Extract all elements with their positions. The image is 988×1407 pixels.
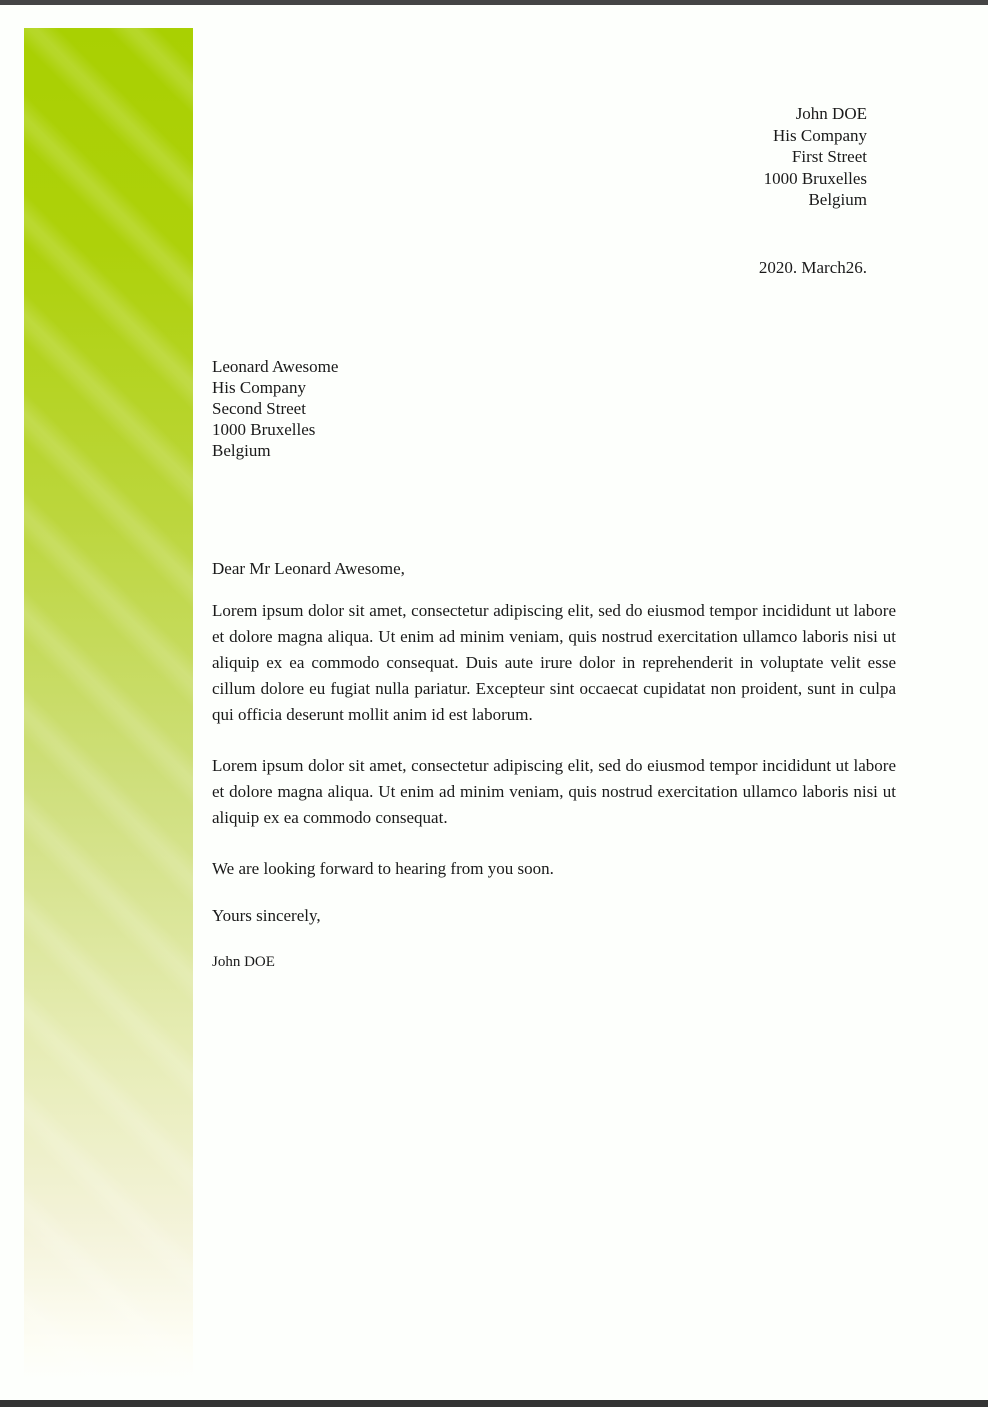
recipient-company: His Company: [212, 378, 306, 397]
recipient-address-block: [212, 356, 338, 461]
green-gradient-sidebar: [24, 28, 193, 1380]
sender-street: First Street: [791, 147, 867, 166]
recipient-name: Leonard Awesome: [212, 357, 339, 376]
signature-name: John DOE: [212, 954, 275, 970]
valediction: Yours sincerely,: [212, 906, 321, 925]
recipient-city: 1000 Bruxelles: [212, 420, 316, 439]
body-paragraph-1: Lorem ipsum dolor sit amet, consectetur adipiscing elit, sed do eiusmod tempor incididunt ut labore et dolore magna aliqua. Ut enim ad minim veniam, quis nostrud exercitation ullamco laboris nisi ut aliquip ex ea commodo consequat. Duis aute irure dolor in reprehenderit in voluptate velit esse cillum dolore eu fugiat nulla pariatur. Excepteur sint occaecat cupidatat non proident, sunt in culpa qui officia deserunt mollit anim id est laborum.: [212, 601, 896, 724]
closing-line: We are looking forward to hearing from you soon.: [212, 859, 554, 878]
page-bottom-border: [0, 1400, 988, 1407]
sender-city: 1000 Bruxelles: [763, 168, 867, 188]
sender-address-block: [764, 103, 867, 211]
recipient-street: Second Street: [212, 399, 306, 418]
sender-company: His Company: [773, 125, 867, 145]
letter-date: 2020. March26.: [758, 258, 867, 277]
sender-name: John DOE: [795, 104, 867, 123]
body-paragraph-2: Lorem ipsum dolor sit amet, consectetur adipiscing elit, sed do eiusmod tempor incididunt ut labore et dolore magna aliqua. Ut enim ad minim veniam, quis nostrud exercitation ullamco laboris nisi ut aliquip ex ea commodo consequat.: [212, 756, 896, 827]
sender-country: Belgium: [808, 190, 867, 209]
page-top-border: [0, 0, 988, 5]
salutation: Dear Mr Leonard Awesome,: [212, 559, 405, 578]
recipient-country: Belgium: [212, 441, 271, 460]
